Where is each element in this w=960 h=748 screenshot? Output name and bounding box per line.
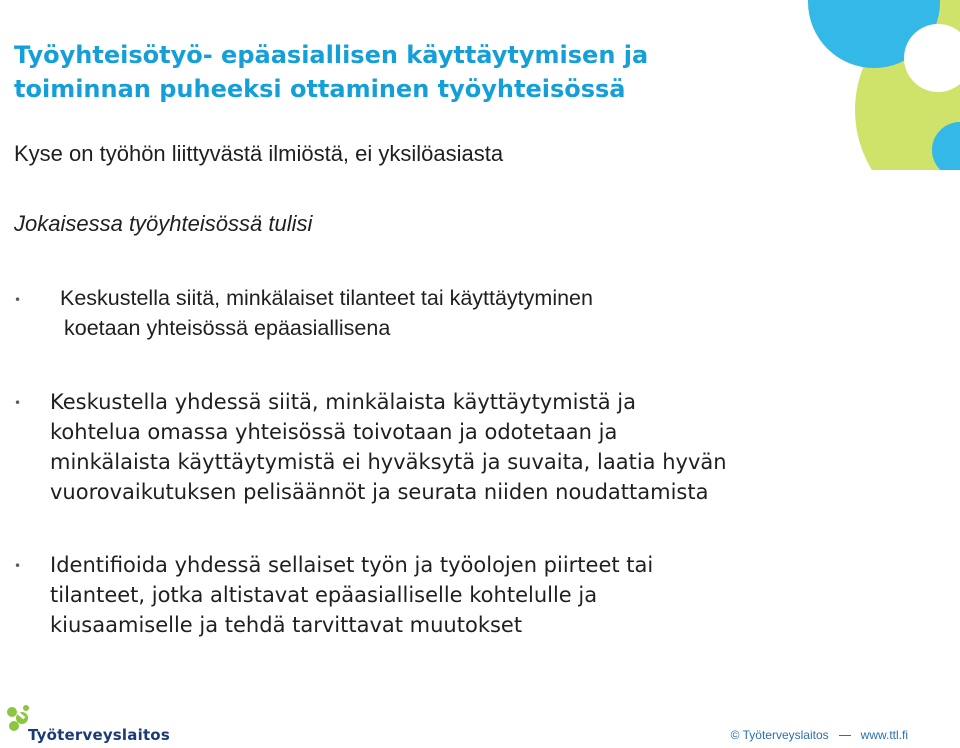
bullet-3-line-1: Identifioida yhdessä sellaiset työn ja työolojen piirteet tai [50, 553, 654, 577]
bullet-2-line-1: Keskustella yhdessä siitä, minkälaista käyttäytymistä ja [50, 390, 636, 414]
intro-text: Kyse on työhön liittyvästä ilmiöstä, ei yksilöasiasta [14, 141, 504, 166]
slide-title: Työyhteisötyö- epäasiallisen käyttäytymisen ja toiminnan puheeksi ottaminen työyhteisössä [14, 41, 649, 103]
bullet-2-line-4: vuorovaikutuksen pelisäännöt ja seurata niiden noudattamista [50, 480, 709, 504]
decorative-circles-icon [770, 0, 960, 170]
subheading: Jokaisessa työyhteisössä tulisi [14, 211, 313, 236]
bullet-3-line-2: tilanteet, jotka altistavat epäasialliselle kohtelulle ja [50, 583, 598, 607]
bullet-2-line-2: kohtelua omassa yhteisössä toivotaan ja odotetaan ja [50, 420, 618, 444]
footer-copyright: © Työterveyslaitos [730, 728, 829, 742]
footer-url[interactable]: www.ttl.fi [860, 728, 908, 742]
bullet-3-line-3: kiusaamiselle ja tehdä tarvittavat muutokset [50, 613, 523, 637]
bullet-1-line-1: Keskustella siitä, minkälaiset tilanteet tai käyttäytyminen [60, 286, 593, 310]
bullet-2-marker: • [14, 396, 22, 410]
logo-text: Työterveyslaitos [28, 726, 170, 744]
bullet-3-marker: • [14, 559, 22, 573]
bullet-1-marker: • [14, 293, 22, 307]
bullet-2-line-3: minkälaista käyttäytymistä ei hyväksytä ja suvaita, laatia hyvän [50, 450, 727, 474]
footer-divider [839, 735, 851, 736]
footer [731, 728, 908, 742]
bullet-1-line-2: koetaan yhteisössä epäasiallisena [64, 316, 391, 340]
